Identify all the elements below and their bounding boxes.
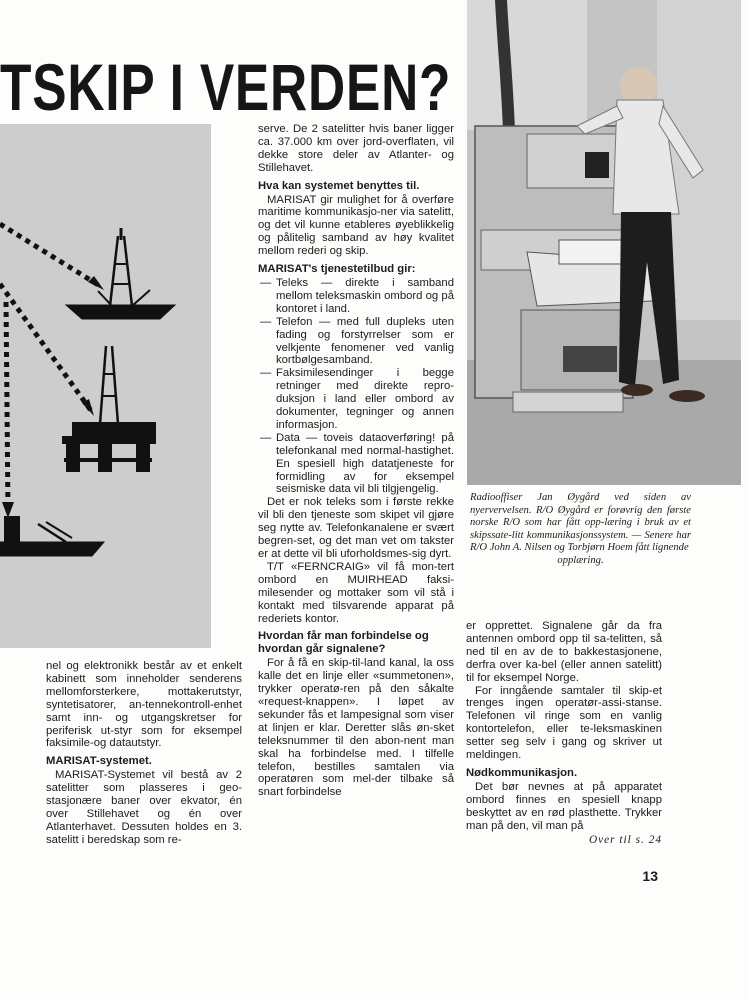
paragraph: Det bør nevnes at på apparatet ombord finnes en spesiell knapp beskyttet av en rød plasthette. Trykker man på den, vil man på (466, 780, 662, 832)
list-item: — Faksimilesendinger i begge retninger med direkte repro-duksjon i land eller ombord av dokumenter, tegninger og annen informasjon. (258, 367, 454, 432)
paragraph: For inngående samtaler til skip-et trenges ingen operatør-assi-stanse. Telefonen vil ringe som en vanlig kontortelefon, eller te-leksmaskinen setter seg selv i gang og skriver ut meldingen. (466, 684, 662, 762)
paragraph: serve. De 2 satelitter hvis baner ligger ca. 37.000 km over jord-overflaten, vil dekke store deler av Atlanter- og Stillehavet. (258, 123, 454, 174)
paragraph: For å få en skip-til-land kanal, la oss kalle det en linje eller «summetonen», trykker operatø-ren på den såkalte «request-knappen». I løpet av sekunder fås et lampesignal som viser at linjen er klar. Deretter slås øn-sket teleksnummer til den abon-nent man skal ha forbindelse med. I tilfelle telefon, bestilles samtalen via operatøren som mel-der tilbake så snart forbindelse (258, 657, 454, 799)
paragraph: nel og elektronikk består av et enkelt kabinett som inneholder senderens mellomforsterkere, mottakerutstyr, syntetisatorer, an-tennekontroll-enhet samt inn- og utgangskretser for periferisk ut-styr som for eksempel faksimile-og datautstyr. (46, 660, 242, 750)
list-item: — Teleks — direkte i samband mellom teleksmaskin ombord og på kontoret i land. (258, 277, 454, 316)
section-heading-uses: Hva kan systemet benyttes til. (258, 179, 420, 192)
article-column-left (46, 660, 242, 847)
satellite-terminal-photo (467, 0, 741, 485)
paragraph: Det er nok teleks som i første rekke vil bli den tjeneste som skipet vil gjøre seg nytte av. Telefonkanalene er svært begren-set, og det man vet om takster er at dette vil bli uforholdsmes-sig dyrt. (258, 496, 454, 560)
list-item: — Data — toveis dataoverføring! på telefonkanal med normal-hastighet. En spesiell high datatjeneste for formidling av for eksempel seismiske data vil bli tilgjengelig. (258, 432, 454, 497)
radio-officer-photo (467, 0, 741, 485)
caption-last-line: opplæring. (557, 554, 604, 566)
photo-caption (470, 492, 691, 568)
article-column-middle (258, 123, 454, 799)
section-heading-marisat: MARISAT-systemet. (46, 755, 152, 768)
paragraph: MARISAT-Systemet vil bestå av 2 satelitter som plasseres i geo-stasjonære baner over ekvator, én over Stillehavet og én over Atlanterhavet. Dessuten holdes en 3. satelitt i beredskap som re- (46, 769, 242, 846)
caption-text: Radiooffiser Jan Øygård ved siden av nyervervelsen. R/O Øygård er forøvrig den første norske R/O som har fått opp-læring i bruk av et skipssate-litt kommunikasjonssystem. — Senere har R/O John A. Nilsen og Torbjørn Hoem fått lignende (470, 492, 691, 554)
satellite-signal-illustration (0, 124, 211, 648)
offshore-vessels-drawing (0, 124, 211, 648)
section-heading-connect: Hvordan får man forbindelse og hvordan går signalene? (258, 630, 429, 656)
page-number: 13 (642, 868, 658, 884)
list-item: — Telefon — med full dupleks uten fading og forstyrrelser som er velkjente fenomener ved vanlig kortbølgesamband. (258, 316, 454, 368)
article-column-right (466, 620, 662, 846)
page-headline: TSKIP I VERDEN? (0, 50, 452, 124)
services-list (258, 277, 454, 496)
section-heading-emergency: Nødkommunikasjon. (466, 766, 578, 779)
paragraph: T/T «FERNCRAIG» vil få mon-tert ombord en MUIRHEAD faksi-milesender og mottaker som vil stå i kontakt med tilsvarende apparat på rederiets kontor. (258, 560, 454, 625)
section-heading-services: MARISAT's tjenestetilbud gir: (258, 263, 416, 276)
continued-note: Over til s. 24 (589, 833, 662, 846)
paragraph: er opprettet. Signalene går da fra antennen ombord opp til sa-telitten, så ned til en av de to bakkestasjonene, derfra over ka-bel (eller annen satelitt) til for eksempel Norge. (466, 620, 662, 684)
paragraph: MARISAT gir mulighet for å overføre maritime kommunikasjo-ner via satelitt, og det vil kunne etableres øyeblikkelig og pålitelig samband av høy kvalitet mellom rederi og skip. (258, 193, 454, 258)
